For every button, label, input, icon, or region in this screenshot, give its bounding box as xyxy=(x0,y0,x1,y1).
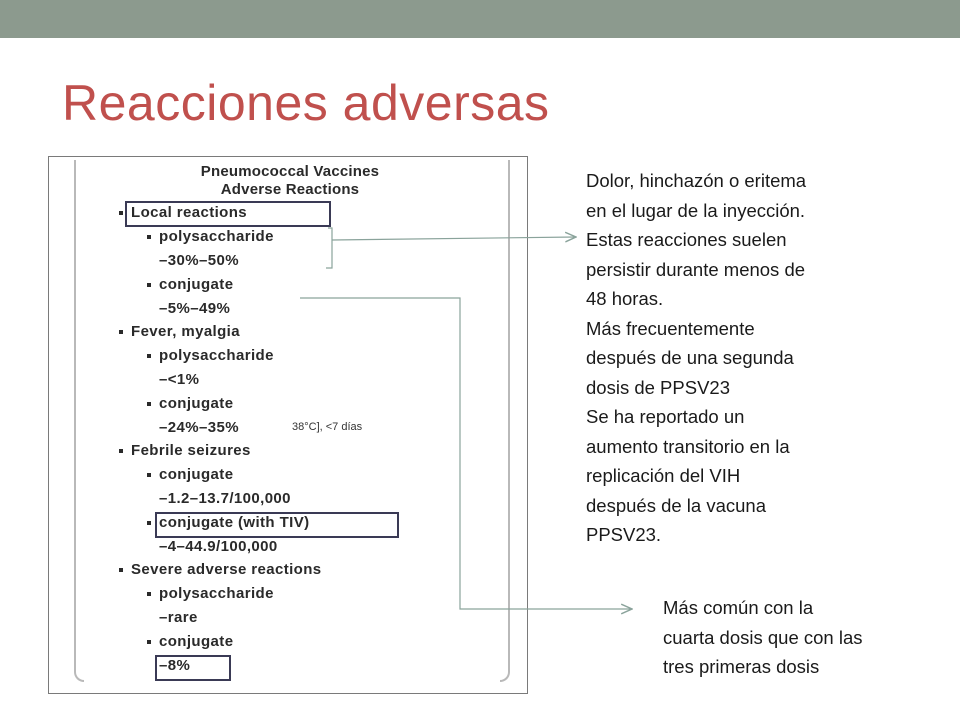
callout-line: Más común con la xyxy=(663,597,814,618)
callout-line: después de la vacuna xyxy=(586,494,766,516)
list-item: polysaccharide xyxy=(147,347,274,364)
list-item: conjugate xyxy=(147,395,233,412)
callout-bottom-text xyxy=(663,593,953,682)
callout-line: Más frecuentemente xyxy=(586,317,755,339)
callout-main-text xyxy=(586,166,886,550)
list-item: –4–44.9/100,000 xyxy=(159,538,278,555)
list-item: conjugate xyxy=(147,633,233,650)
list-item: Febrile seizures xyxy=(119,442,251,459)
list-item: –5%–49% xyxy=(159,300,231,317)
list-item: Local reactions xyxy=(119,204,247,221)
callout-line: tres primeras dosis xyxy=(663,656,820,677)
list-item: conjugate xyxy=(147,276,233,293)
fever-note: 38°C], <7 días xyxy=(292,421,363,433)
list-item: conjugate (with TIV) xyxy=(147,514,310,531)
list-item: Fever, myalgia xyxy=(119,323,240,340)
list-item: –8% xyxy=(159,657,191,674)
callout-line: cuarta dosis que con las xyxy=(663,626,863,648)
list-item: polysaccharide xyxy=(147,228,274,245)
list-item: –<1% xyxy=(159,371,200,388)
slide-title: Reacciones adversas xyxy=(62,75,550,131)
callout-line: Se ha reportado un xyxy=(586,406,745,427)
callout-line: replicación del VIH xyxy=(586,465,741,486)
callout-line: dosis de PPSV23 xyxy=(586,376,730,398)
figure-heading-line1: Pneumococcal Vaccines xyxy=(200,163,380,180)
bracket-polysaccharide xyxy=(326,228,332,268)
list-item: –rare xyxy=(159,609,198,626)
callout-line: 48 horas. xyxy=(586,288,664,309)
callout-line: PPSV23. xyxy=(586,524,662,545)
figure-heading-line2: Adverse Reactions xyxy=(220,181,360,198)
list-item: conjugate xyxy=(147,466,233,483)
list-item: –30%–50% xyxy=(159,252,239,269)
callout-line: persistir durante menos de xyxy=(586,258,806,280)
callout-line: en el lugar de la inyección. xyxy=(586,199,806,221)
list-item: –24%–35% xyxy=(159,419,239,436)
arrow-to-bottom-callout xyxy=(300,298,632,609)
list-item: polysaccharide xyxy=(147,585,274,602)
list-item: –1.2–13.7/100,000 xyxy=(159,490,291,507)
callout-line: después de una segunda xyxy=(586,347,794,368)
list-item: Severe adverse reactions xyxy=(119,561,322,578)
callout-line: Estas reacciones suelen xyxy=(586,229,787,250)
callout-line: Dolor, hinchazón o eritema xyxy=(586,170,807,191)
callout-line: aumento transitorio en la xyxy=(586,435,790,457)
arrow-to-main-callout xyxy=(332,237,576,240)
